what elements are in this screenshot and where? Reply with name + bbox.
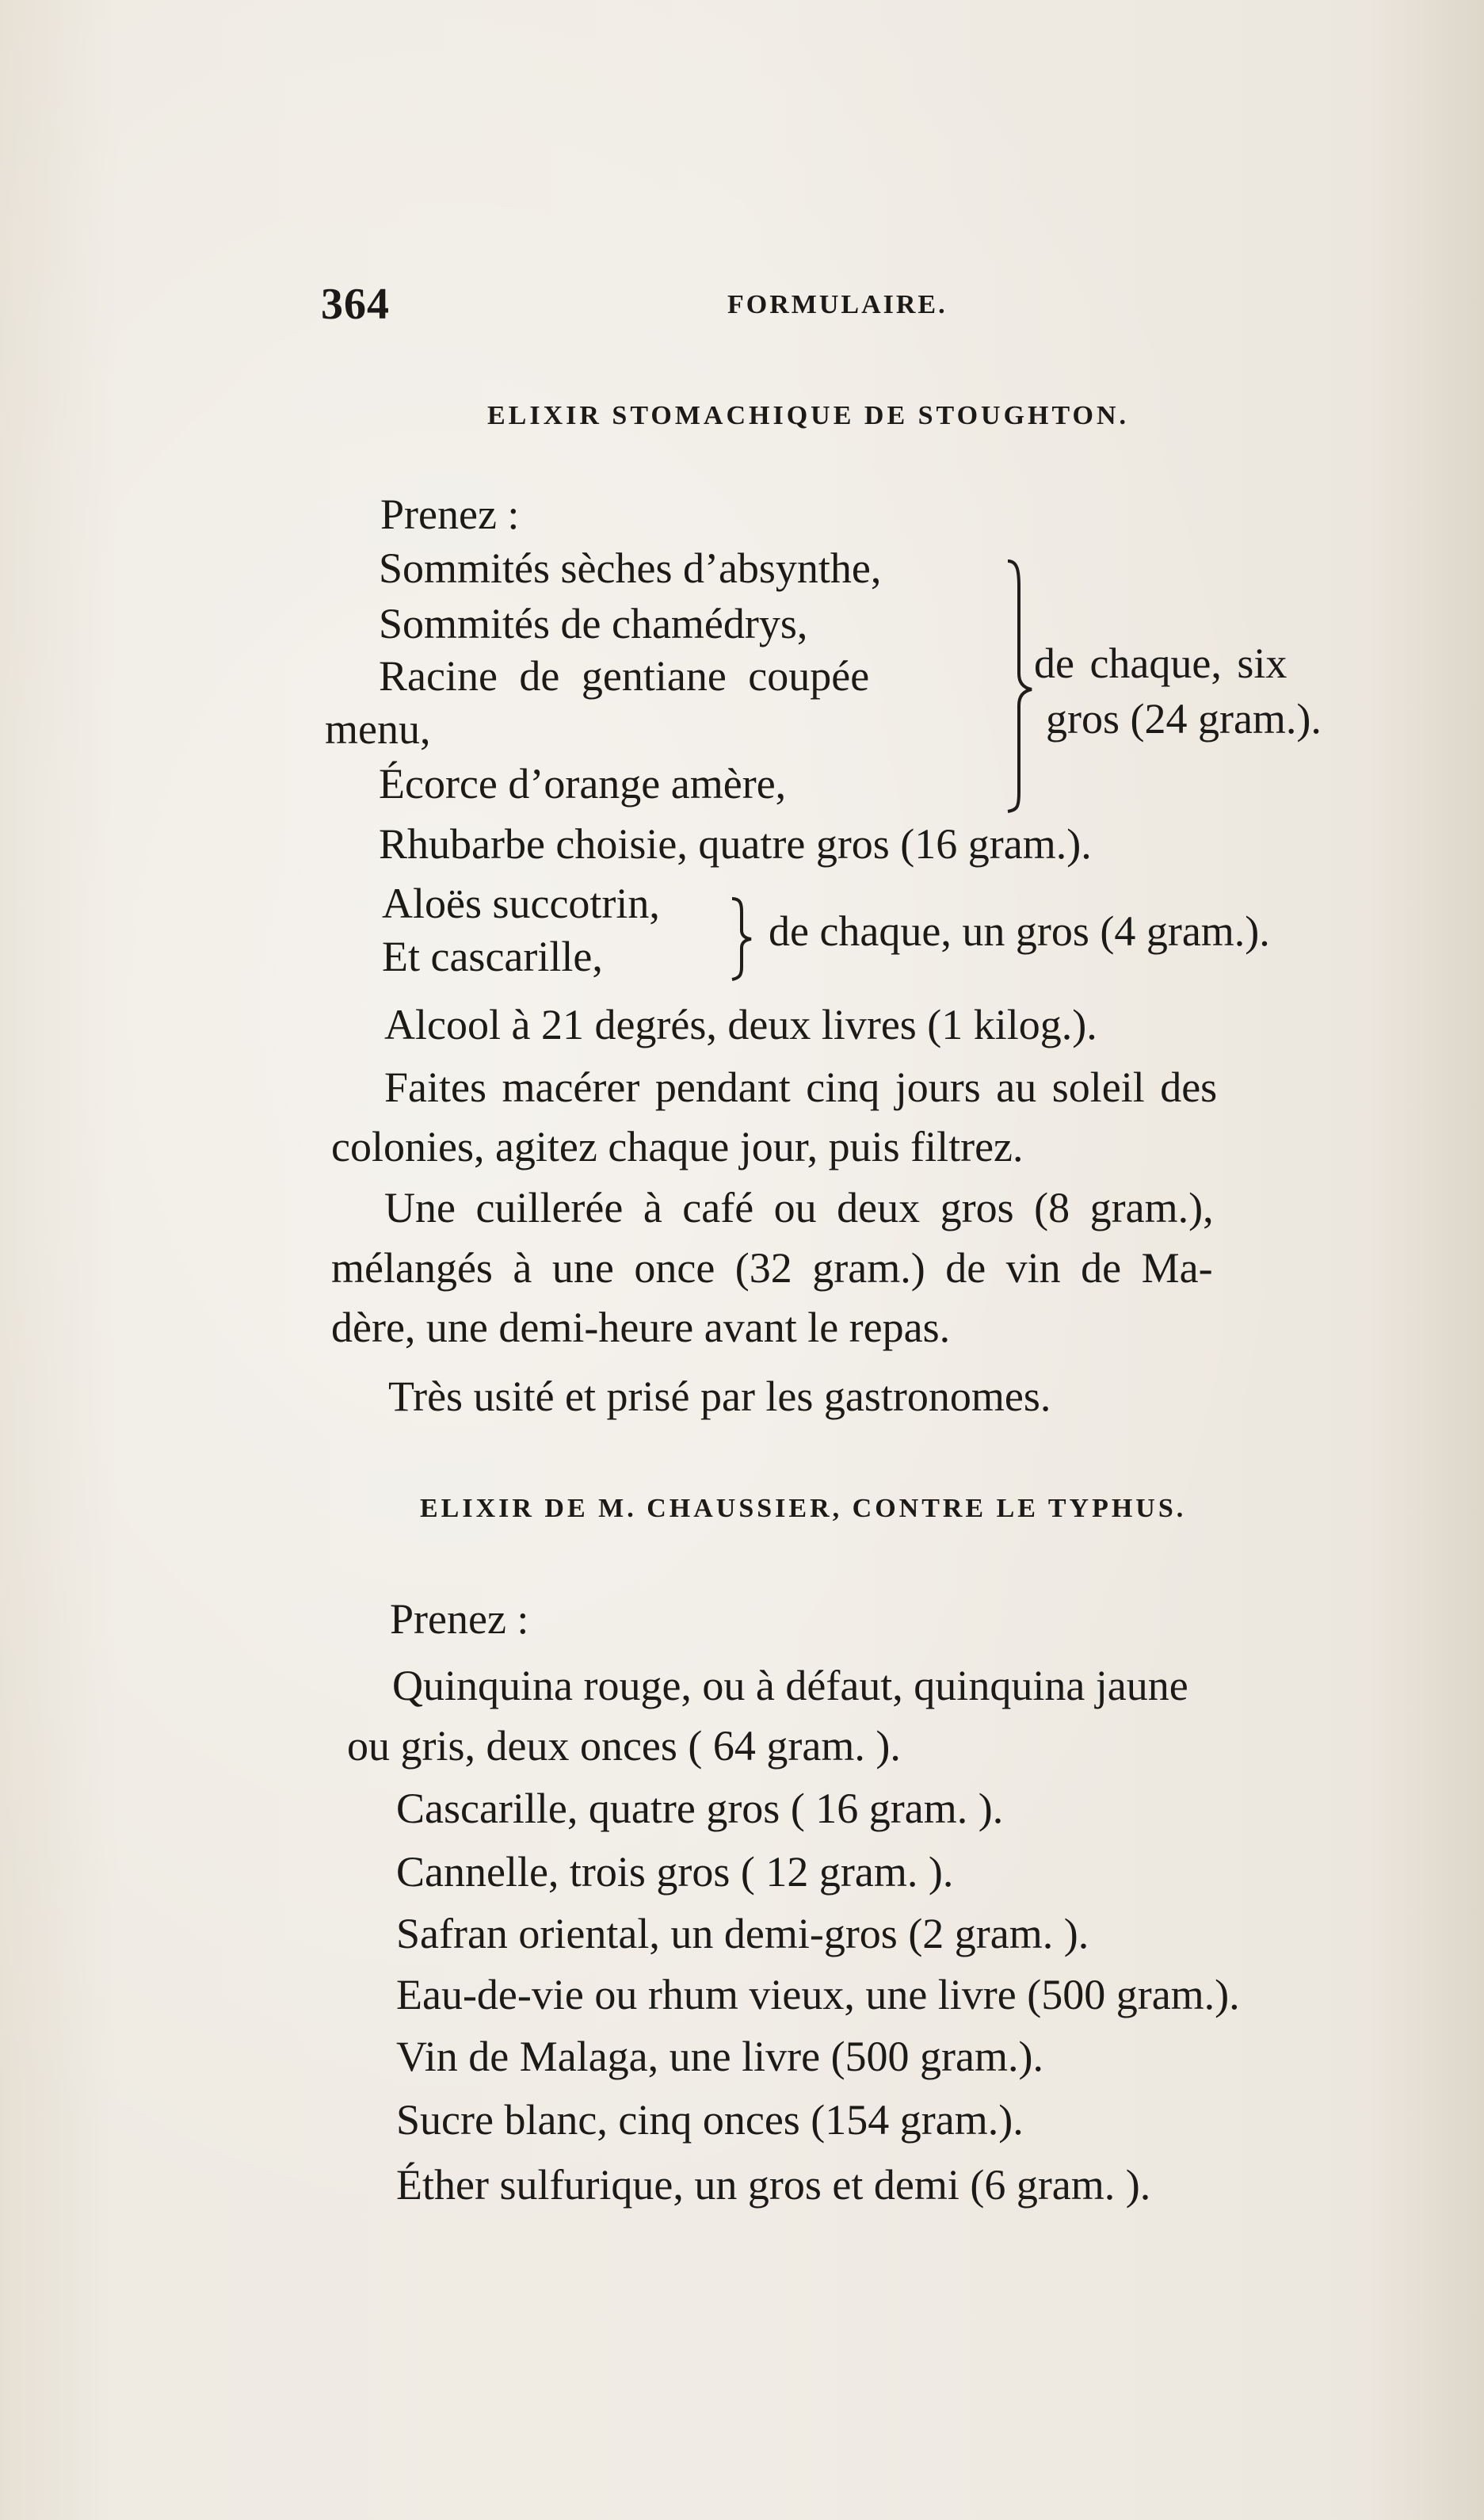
instruction-line: dère, une demi-heure avant le repas.: [331, 1304, 951, 1351]
ingredient-line: Sommités sèches d’absynthe,: [379, 544, 882, 592]
ingredient-line: Aloës succotrin,: [382, 880, 660, 927]
instruction-line: Faites macérer pendant cinq jours au soleil des: [384, 1063, 1218, 1111]
instruction-line: colonies, agitez chaque jour, puis filtrez.: [331, 1123, 1024, 1170]
ingredient-line: Et cascarille,: [382, 933, 603, 980]
ingredient-line: Cascarille, quatre gros ( 16 gram. ).: [396, 1785, 1004, 1832]
ingredient-line: Sucre blanc, cinq onces (154 gram.).: [396, 2096, 1024, 2144]
ingredient-line: Rhubarbe choisie, quatre gros (16 gram.).: [379, 820, 1092, 868]
ingredient-line: Cannelle, trois gros ( 12 gram. ).: [396, 1848, 954, 1896]
brace-group2: [727, 895, 759, 983]
ingredient-line: Eau-de-vie ou rhum vieux, une livre (500 gram.).: [396, 1971, 1240, 2018]
group1-quantity: de chaque, six: [1034, 640, 1288, 687]
group2-quantity: de chaque, un gros (4 gram.).: [769, 907, 1270, 955]
group1-quantity: gros (24 gram.).: [1046, 695, 1322, 743]
ingredient-line: Quinquina rouge, ou à défaut, quinquina jaune: [392, 1662, 1188, 1709]
prenez-label: Prenez :: [380, 491, 520, 538]
instruction-line: Une cuillerée à café ou deux gros (8 gram.),: [384, 1184, 1214, 1231]
instruction-line: Très usité et prisé par les gastronomes.: [388, 1373, 1051, 1420]
ingredient-line: Éther sulfurique, un gros et demi (6 gram. ).: [396, 2161, 1151, 2209]
ingredient-line: Safran oriental, un demi-gros (2 gram. ).: [396, 1910, 1089, 1957]
ingredient-line: Alcool à 21 degrés, deux livres (1 kilog.).: [384, 1001, 1097, 1048]
ingredient-line: Vin de Malaga, une livre (500 gram.).: [396, 2033, 1043, 2080]
ingredient-line: Racine de gentiane coupée: [379, 652, 870, 700]
recipe-title-chaussier: ELIXIR DE M. CHAUSSIER, CONTRE LE TYPHUS.: [420, 1494, 1187, 1523]
ingredient-line: Écorce d’orange amère,: [379, 760, 787, 808]
recipe-title-stoughton: ELIXIR STOMACHIQUE DE STOUGHTON.: [487, 401, 1130, 430]
prenez-label: Prenez :: [390, 1595, 529, 1643]
running-head: FORMULAIRE.: [727, 290, 948, 319]
page-number: 364: [321, 280, 390, 329]
instruction-line: mélangés à une once (32 gram.) de vin de Ma-: [331, 1244, 1213, 1292]
ingredient-line: Sommités de chamédrys,: [379, 600, 808, 647]
ingredient-line-continuation: ou gris, deux onces ( 64 gram. ).: [347, 1722, 901, 1770]
ingredient-line-continuation: menu,: [325, 705, 431, 753]
